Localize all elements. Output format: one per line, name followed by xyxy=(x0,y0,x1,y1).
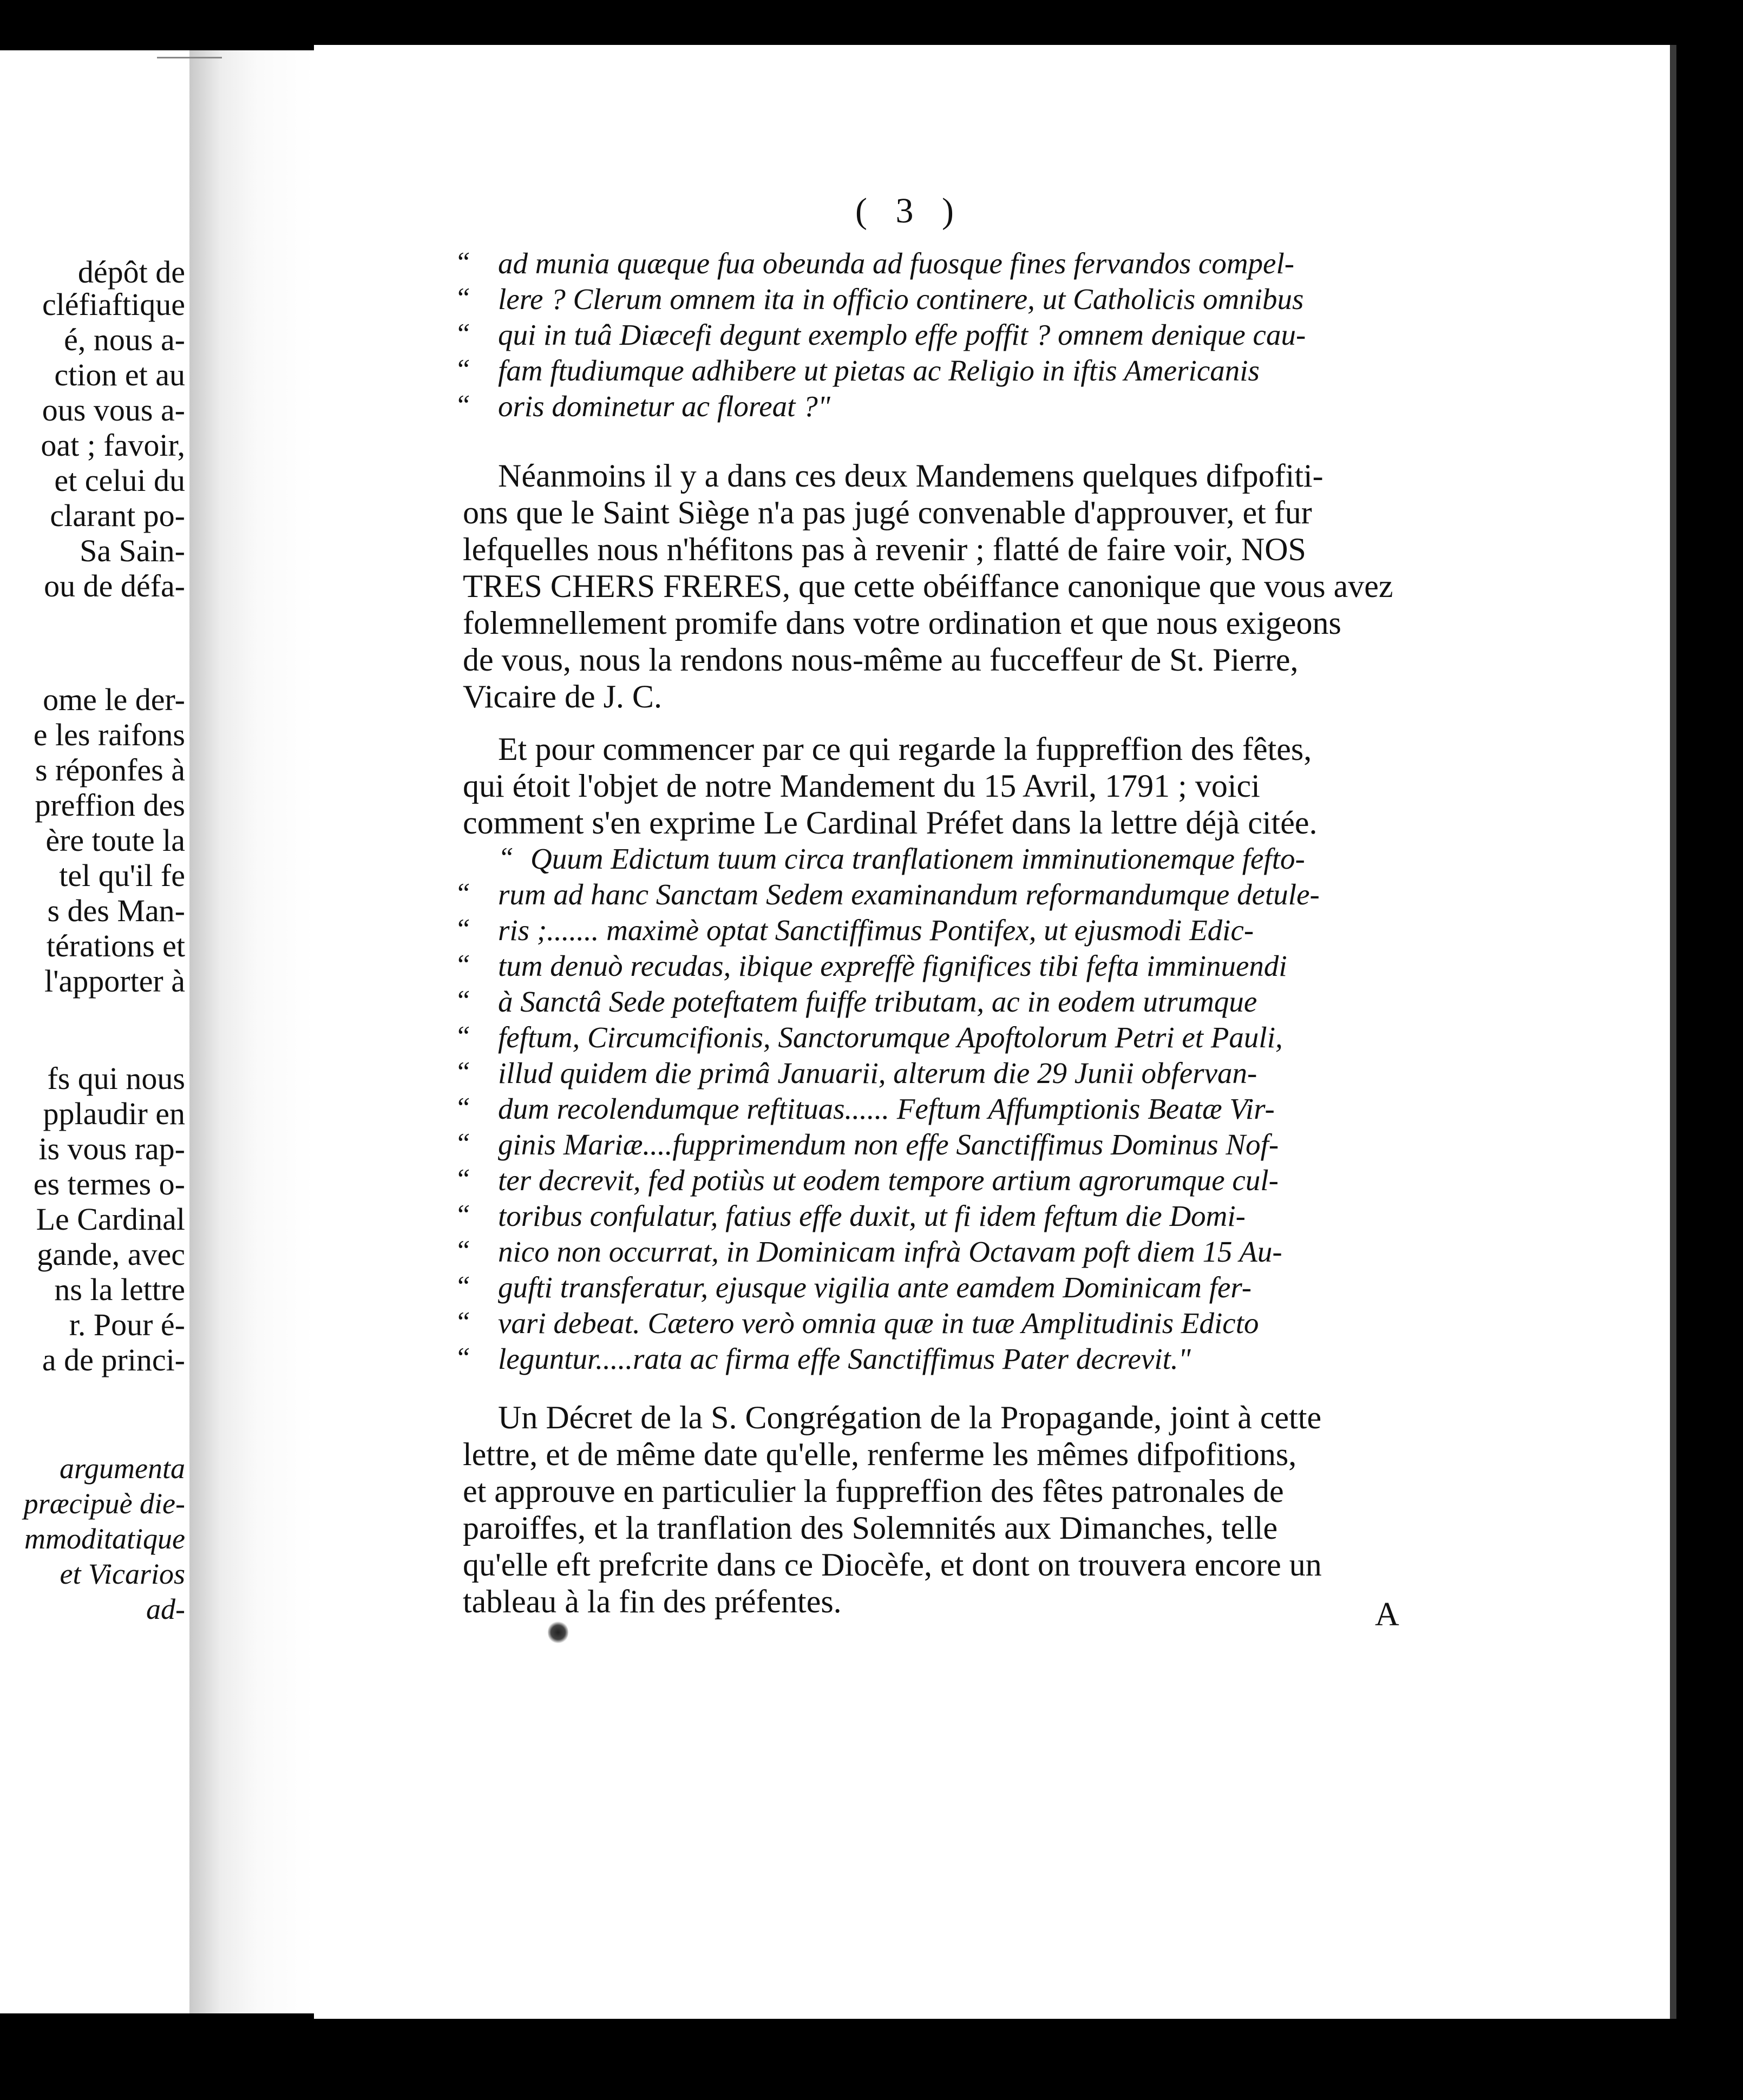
quote-mark: “ xyxy=(455,949,470,980)
left-page-line: es termes o- xyxy=(33,1166,185,1202)
left-page-line: tel qu'il fe xyxy=(59,858,185,893)
latin-quote-line: nico non occurrat, in Dominicam infrà Octavam poft diem 15 Au- xyxy=(498,1235,1282,1268)
latin-quote-line: dum recolendumque reftituas...... Feftum Affumptionis Beatæ Vir- xyxy=(498,1092,1275,1125)
left-page-line: gande, avec xyxy=(37,1237,185,1272)
quote-mark: “ xyxy=(455,985,470,1016)
quote-mark: “ xyxy=(455,1199,470,1230)
latin-quote-line: fam ftudiumque adhibere ut pietas ac Religio in iftis Americanis xyxy=(498,354,1260,387)
left-page-line: r. Pour é- xyxy=(69,1307,185,1342)
left-page-line: Le Cardinal xyxy=(36,1202,185,1237)
left-page-line: térations et xyxy=(46,928,185,963)
left-page-line: dépôt de xyxy=(77,254,185,290)
latin-quote-line: tum denuò recudas, ibique expreffè fignifices tibi fefta imminuendi xyxy=(498,949,1287,982)
latin-quote-line: feftum, Circumcifionis, Sanctorumque Apoftolorum Petri et Pauli, xyxy=(498,1021,1283,1054)
left-page-line: ou de défa- xyxy=(44,568,185,603)
paragraph-line: ons que le Saint Siège n'a pas jugé convenable d'approuver, et fur xyxy=(463,495,1312,530)
latin-quote-line: ris ;....... maximè optat Sanctiffimus Pontifex, ut ejusmodi Edic- xyxy=(498,914,1254,947)
left-page-line: ction et au xyxy=(54,357,185,392)
latin-quote-line: qui in tuâ Diæcefi degunt exemplo effe poffit ? omnem denique cau- xyxy=(498,318,1306,351)
paragraph-line: Néanmoins il y a dans ces deux Mandemens quelques difpofiti- xyxy=(498,458,1323,494)
left-page-line: Sa Sain- xyxy=(80,533,185,568)
latin-quote-line: lere ? Clerum omnem ita in officio continere, ut Catholicis omnibus xyxy=(498,283,1304,316)
left-page-italic-line: ad- xyxy=(146,1593,185,1625)
quote-mark: “ xyxy=(455,1235,470,1266)
left-page-line: oat ; favoir, xyxy=(41,428,185,463)
paragraph-line: TRES CHERS FRERES, que cette obéiffance canonique que vous avez xyxy=(463,568,1393,604)
left-page-line: clarant po- xyxy=(50,498,185,533)
paragraph-line: et approuve en particulier la fuppreffion des fêtes patronales de xyxy=(463,1473,1284,1509)
page-number: ( 3 ) xyxy=(855,191,964,231)
left-page-line: et celui du xyxy=(54,463,185,498)
page-gutter xyxy=(189,50,314,2013)
left-page-line: pplaudir en xyxy=(43,1096,185,1131)
paragraph-line: Vicaire de J. C. xyxy=(463,679,662,714)
left-page-line: a de princi- xyxy=(42,1342,185,1377)
latin-quote-line: ter decrevit, fed potiùs ut eodem tempore artium agrorumque cul- xyxy=(498,1164,1279,1197)
paragraph-line: comment s'en exprime Le Cardinal Préfet dans la lettre déjà citée. xyxy=(463,805,1318,841)
quote-mark: “ xyxy=(455,1128,470,1159)
paragraph-line: qui étoit l'objet de notre Mandement du 15 Avril, 1791 ; voici xyxy=(463,768,1260,804)
left-page-line: preffion des xyxy=(35,788,185,823)
left-page-line: ous vous a- xyxy=(42,392,185,428)
left-page-line: cléfiaftique xyxy=(42,287,185,322)
paragraph-line: Un Décret de la S. Congrégation de la Propagande, joint à cette xyxy=(498,1400,1322,1435)
quote-mark: “ xyxy=(455,1164,470,1195)
latin-quote-line: vari debeat. Cætero verò omnia quæ in tuæ Amplitudinis Edicto xyxy=(498,1307,1259,1340)
page-edge-mark xyxy=(157,57,222,58)
signature-mark: A xyxy=(1375,1596,1399,1633)
paragraph-line: de vous, nous la rendons nous-même au fucceffeur de St. Pierre, xyxy=(463,642,1299,678)
quote-mark: “ xyxy=(455,1056,470,1087)
left-page-line: e les raifons xyxy=(33,717,185,752)
quote-mark: “ xyxy=(455,390,470,421)
left-page xyxy=(0,50,189,2013)
left-page-line: fs qui nous xyxy=(47,1061,185,1096)
left-page-line: is vous rap- xyxy=(38,1131,185,1166)
latin-quote-line: toribus confulatur, fatius effe duxit, ut fi idem feftum die Domi- xyxy=(498,1199,1246,1232)
left-page-line: s réponfes à xyxy=(35,752,185,788)
quote-mark: “ xyxy=(455,1021,470,1052)
quote-mark: “ xyxy=(455,1342,470,1373)
ink-blot xyxy=(548,1620,568,1644)
left-page-line: l'apporter à xyxy=(44,963,185,999)
latin-quote-line: oris dominetur ac floreat ?" xyxy=(498,390,830,423)
latin-quote-line: rum ad hanc Sanctam Sedem examinandum reformandumque detule- xyxy=(498,878,1320,911)
quote-mark: “ xyxy=(455,1092,470,1123)
left-page-italic-line: præcipuè die- xyxy=(23,1487,185,1520)
paragraph-line: qu'elle eft prefcrite dans ce Diocèfe, et dont on trouvera encore un xyxy=(463,1547,1322,1583)
left-page-line: ns la lettre xyxy=(54,1272,185,1307)
quote-mark: “ xyxy=(455,914,470,944)
latin-quote-line: leguntur.....rata ac firma effe Sanctiffimus Pater decrevit." xyxy=(498,1342,1191,1375)
paragraph-line: paroiffes, et la tranflation des Solemnités aux Dimanches, telle xyxy=(463,1510,1278,1546)
quote-mark: “ xyxy=(498,842,514,873)
left-page-italic-line: argumenta xyxy=(60,1452,185,1485)
paragraph-line: lettre, et de même date qu'elle, renferme les mêmes difpofitions, xyxy=(463,1436,1297,1472)
left-page-italic-line: mmoditatique xyxy=(24,1522,185,1555)
quote-mark: “ xyxy=(455,283,470,313)
quote-mark: “ xyxy=(455,247,470,278)
left-page-italic-line: et Vicarios xyxy=(60,1558,185,1590)
page-edge xyxy=(1670,45,1676,2019)
latin-quote-line: à Sanctâ Sede poteftatem fuiffe tributam, ac in eodem utrumque xyxy=(498,985,1257,1018)
paragraph-line: folemnellement promife dans votre ordination et que nous exigeons xyxy=(463,605,1341,641)
latin-quote-line: illud quidem die primâ Januarii, alterum die 29 Junii obfervan- xyxy=(498,1056,1257,1090)
left-page-line: ère toute la xyxy=(45,823,185,858)
quote-mark: “ xyxy=(455,318,470,349)
latin-quote-line: ginis Mariæ....fupprimendum non effe Sanctiffimus Dominus Nof- xyxy=(498,1128,1279,1161)
latin-quote-line: ad munia quæque fua obeunda ad fuosque fines fervandos compel- xyxy=(498,247,1295,280)
paragraph-line: Et pour commencer par ce qui regarde la fuppreffion des fêtes, xyxy=(498,731,1312,767)
quote-mark: “ xyxy=(455,1271,470,1302)
left-page-line: é, nous a- xyxy=(64,322,185,357)
paragraph-line: tableau à la fin des préfentes. xyxy=(463,1584,842,1619)
paragraph-line: lefquelles nous n'héfitons pas à revenir ; flatté de faire voir, NOS xyxy=(463,531,1306,567)
left-page-line: s des Man- xyxy=(47,893,185,928)
left-page-line: ome le der- xyxy=(43,682,185,717)
quote-mark: “ xyxy=(455,1307,470,1337)
quote-mark: “ xyxy=(455,878,470,909)
latin-quote-line: Quum Edictum tuum circa tranflationem imminutionemque fefto- xyxy=(530,842,1305,875)
latin-quote-line: gufti transferatur, ejusque vigilia ante eamdem Dominicam fer- xyxy=(498,1271,1252,1304)
quote-mark: “ xyxy=(455,354,470,385)
